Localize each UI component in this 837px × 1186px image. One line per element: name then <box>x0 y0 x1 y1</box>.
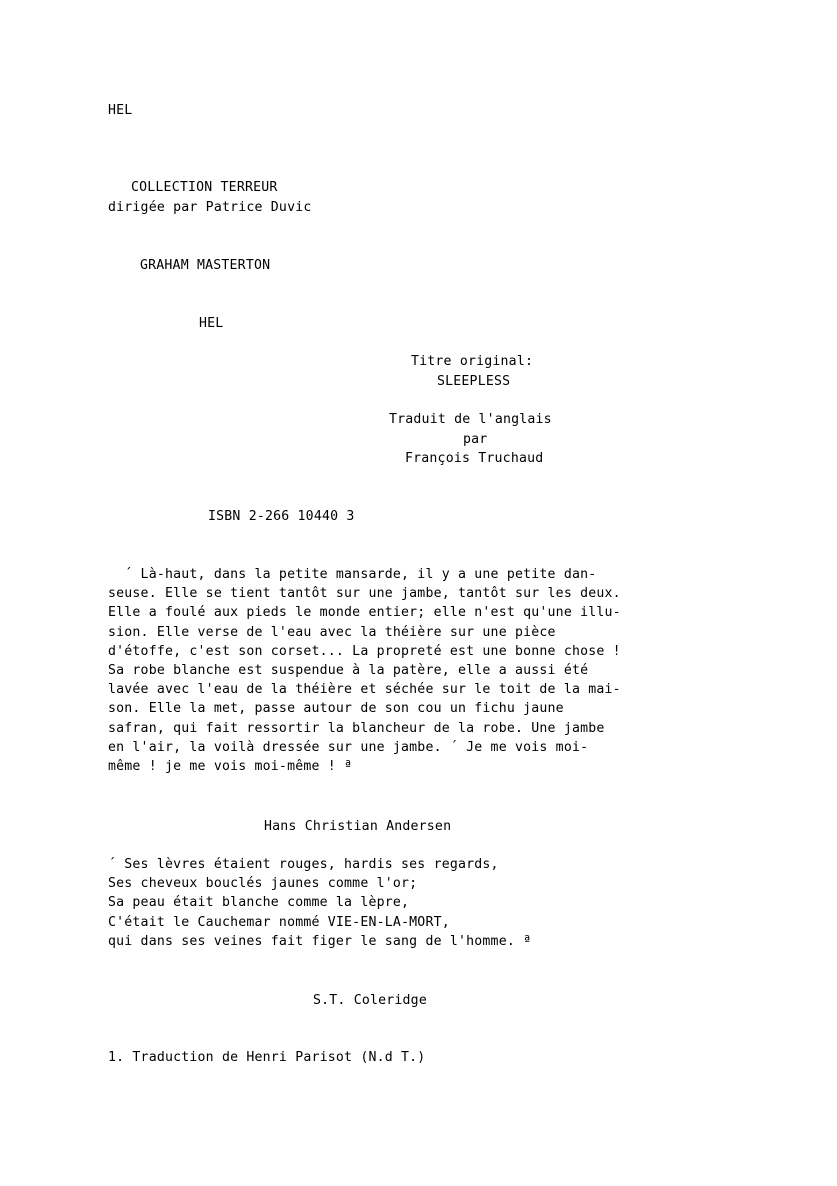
epigraph-andersen-line-6: lavée avec l'eau de la théière et séchée sur le toit de la mai- <box>108 682 621 698</box>
epigraph-coleridge-line-1: Ses cheveux bouclés jaunes comme l'or; <box>108 876 418 892</box>
original-title-value: SLEEPLESS <box>437 374 511 389</box>
translation-label: Traduit de l'anglais <box>389 412 552 427</box>
epigraph-andersen-line-3: sion. Elle verse de l'eau avec la théière sur une pièce <box>108 624 556 640</box>
epigraph-andersen-line-4: d'étoffe, c'est son corset... La propreté est une bonne chose ! <box>108 643 621 659</box>
footnote: 1. Traduction de Henri Parisot (N.d T.) <box>108 1050 426 1065</box>
epigraph-coleridge-line-3: C'était le Cauchemar nommé VIE-EN-LA-MORT, <box>108 914 450 930</box>
epigraph-andersen-line-1: seuse. Elle se tient tantôt sur une jambe, tantôt sur les deux. <box>108 586 621 602</box>
epigraph-andersen-line-5: Sa robe blanche est suspendue à la patère, elle a aussi été <box>108 663 589 679</box>
book-author: GRAHAM MASTERTON <box>140 258 271 273</box>
collection-name: COLLECTION TERREUR <box>131 180 278 195</box>
original-title-label: Titre original: <box>411 354 534 369</box>
page-header: HEL <box>108 103 133 118</box>
translator-name: François Truchaud <box>405 451 544 466</box>
epigraph-andersen-line-9: en l'air, la voilà dressée sur une jambe. ´ Je me vois moi- <box>108 739 589 755</box>
epigraph-coleridge-line-4: qui dans ses veines fait figer le sang de l'homme. ª <box>108 933 532 949</box>
collection-editor: dirigée par Patrice Duvic <box>108 200 312 215</box>
epigraph-andersen-line-10: même ! je me vois moi-même ! ª <box>108 759 353 775</box>
isbn: ISBN 2-266 10440 3 <box>208 509 355 524</box>
translation-by: par <box>463 432 488 447</box>
epigraph-andersen-text <box>108 565 621 776</box>
book-title: HEL <box>199 316 224 331</box>
epigraph-coleridge-text <box>108 855 531 951</box>
epigraph-coleridge-line-0: ´ Ses lèvres étaient rouges, hardis ses regards, <box>108 857 499 872</box>
epigraph-andersen-line-8: safran, qui fait ressortir la blancheur de la robe. Une jambe <box>108 720 605 736</box>
epigraph-coleridge-attribution: S.T. Coleridge <box>313 993 427 1008</box>
epigraph-andersen-line-7: son. Elle la met, passe autour de son cou un fichu jaune <box>108 701 564 717</box>
epigraph-coleridge-line-2: Sa peau était blanche comme la lèpre, <box>108 895 410 911</box>
epigraph-andersen-line-0: ´ Là-haut, dans la petite mansarde, il y a une petite dan- <box>108 567 597 582</box>
epigraph-andersen-attribution: Hans Christian Andersen <box>264 819 452 834</box>
epigraph-andersen-line-2: Elle a foulé aux pieds le monde entier; elle n'est qu'une illu- <box>108 605 621 621</box>
